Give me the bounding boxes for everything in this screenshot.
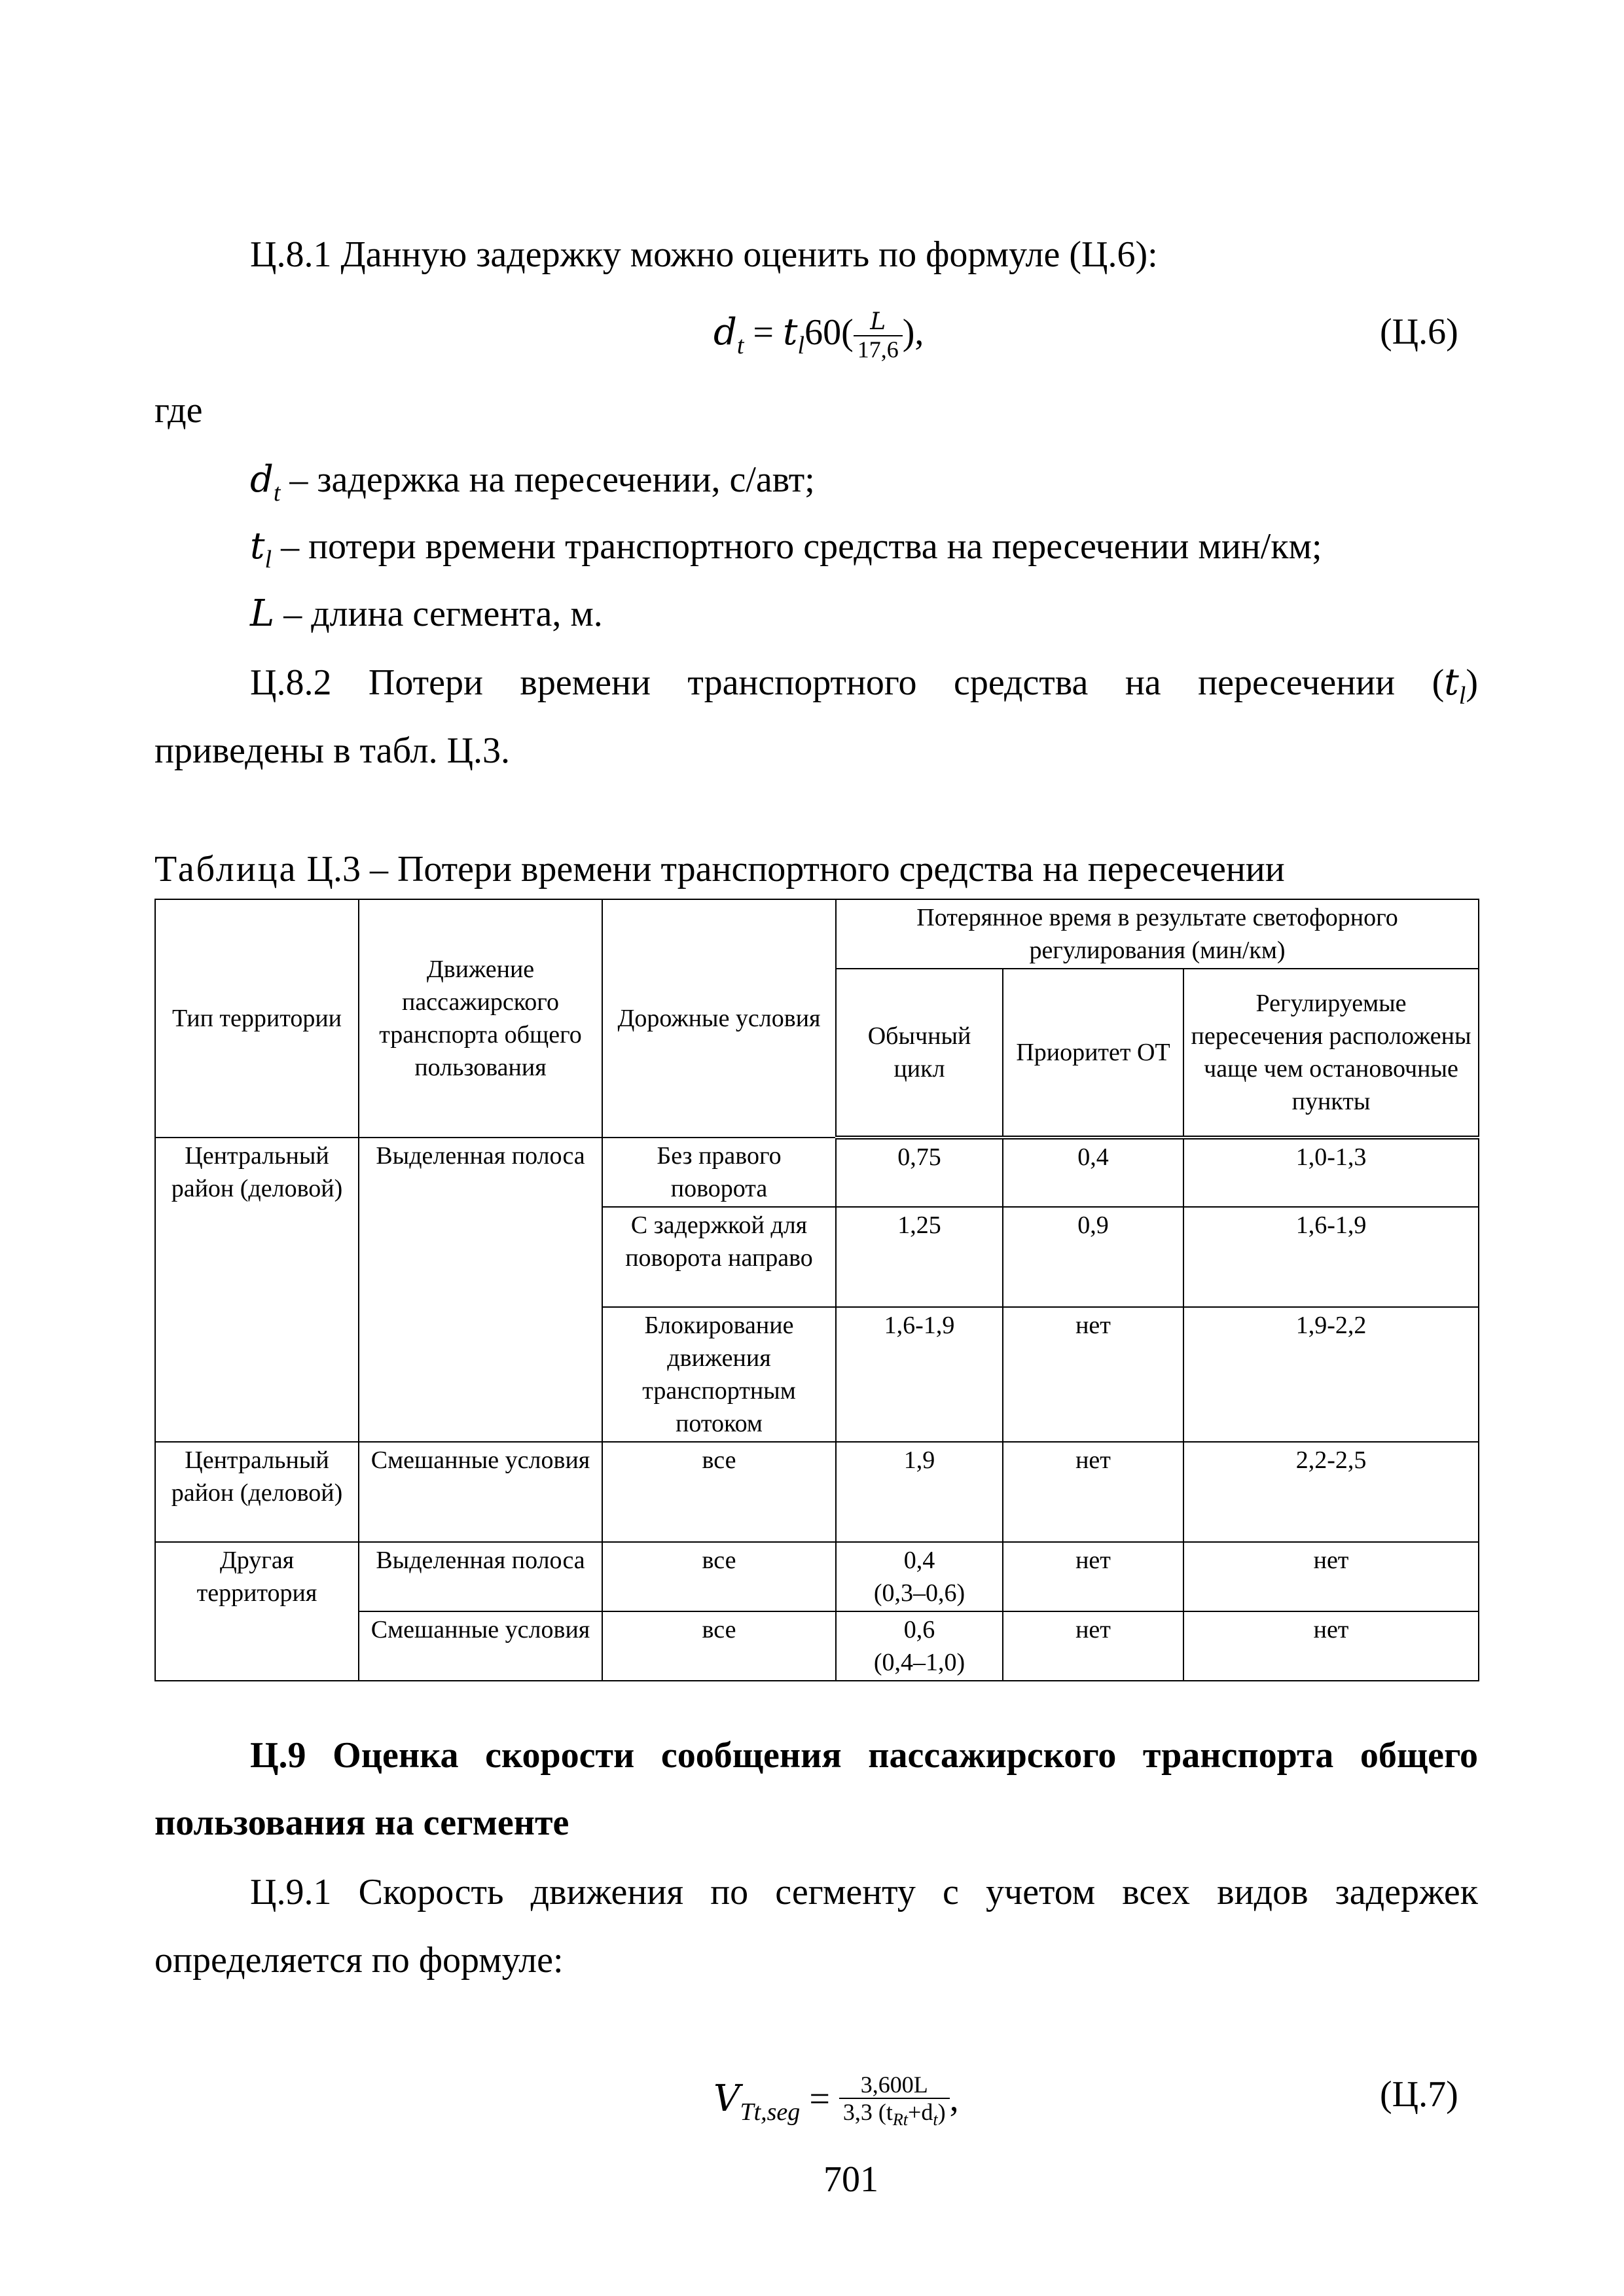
formula-c7-fraction [839,2072,950,2133]
table-caption-prefix: Таблица [154,849,298,889]
cell-road: все [602,1442,836,1542]
formula-c7-lhs: V [713,2077,740,2120]
cell-priority: нет [1003,1307,1183,1442]
cell-transit: Выделенная полоса [359,1542,602,1611]
table-row [155,1442,1479,1542]
formula-c6-fraction [854,309,903,363]
definition-tl-var: t [250,525,265,567]
cell-regulated: нет [1183,1611,1479,1681]
cell-road: С задержкой для поворота направо [602,1207,836,1307]
definition-dt [250,457,815,516]
table-caption-text: Ц.3 – Потери времени транспортного средства на пересечении [297,849,1285,889]
formula-c6: $d_t = t_l60$( $\frac{L}{17,6}$ ), [713,308,924,363]
paragraph-8-2-line1 [250,660,1478,719]
page-number: 701 [823,2159,878,2200]
formula-c7-suffix: , [949,2078,959,2119]
cell-normal [836,1542,1003,1611]
cell-priority: нет [1003,1542,1183,1611]
cell-territory: Центральный район (деловой) [155,1138,359,1442]
definition-dt-var: d [250,458,274,501]
cell-normal-range: (0,4–1,0) [873,1649,965,1676]
paragraph-8-2-text: Ц.8.2 Потери времени транспортного средства на пересечении [250,662,1396,703]
cell-road: Без правого поворота [602,1138,836,1207]
header-normal-cycle: Обычный цикл [836,969,1003,1138]
definition-tl [250,524,1322,583]
cell-normal-value: 0,4 [903,1547,935,1574]
header-priority: Приоритет ОТ [1003,969,1183,1138]
cell-normal: 1,9 [836,1442,1003,1542]
header-territory: Тип территории [155,899,359,1138]
paragraph-9-1-line1: Ц.9.1 Скорость движения по сегменту с учетом всех видов задержек [250,1872,1478,1912]
formula-c7-label: (Ц.7) [1380,2074,1458,2115]
formula-c7-lhs-sub: Tt,seg [740,2098,801,2126]
cell-road: все [602,1542,836,1611]
formula-c6-numerator: L [854,309,903,336]
definition-tl-text: – потери времени транспортного средства на пересечении мин/км; [272,526,1322,567]
cell-transit: Выделенная полоса [359,1138,602,1442]
table-row [155,1138,1479,1207]
paragraph-8-1: Ц.8.1 Данную задержку можно оценить по формуле (Ц.6): [250,234,1158,275]
header-road-conditions: Дорожные условия [602,899,836,1138]
cell-regulated: 1,9-2,2 [1183,1307,1479,1442]
cell-normal-value: 0,6 [903,1616,935,1643]
cell-normal: 0,75 [836,1138,1003,1207]
cell-priority: нет [1003,1611,1183,1681]
cell-transit: Смешанные условия [359,1442,602,1542]
paragraph-8-2-line2: приведены в табл. Ц.3. [154,730,511,771]
cell-road: все [602,1611,836,1681]
formula-c6-lhs: d [713,310,737,353]
formula-c7: $V_{Tt,seg}$ = $\frac{3,600L}{3,3 (t_{Rt}+d_t)}$ , [713,2072,959,2135]
paragraph-9-1-line2: определяется по формуле: [154,1940,564,1981]
cell-road: Блокирование движения транспортным потоком [602,1307,836,1442]
cell-priority: нет [1003,1442,1183,1542]
definition-l-var: L [250,592,275,635]
header-regulated: Регулируемые пересечения расположены чаще чем остановочные пункты [1183,969,1479,1138]
section-heading-line1: Ц.9 Оценка скорости сообщения пассажирского транспорта общего [250,1735,1478,1776]
formula-c6-denominator: 17,6 [857,336,899,363]
cell-regulated: нет [1183,1542,1479,1611]
cell-regulated: 1,0-1,3 [1183,1138,1479,1207]
section-heading-line2: пользования на сегменте [154,1803,569,1843]
definition-tl-sub: l [264,546,272,573]
cell-priority: 0,4 [1003,1138,1183,1207]
table-row [155,1542,1479,1611]
cell-regulated: 2,2-2,5 [1183,1442,1479,1542]
cell-priority: 0,9 [1003,1207,1183,1307]
definition-l-text: – длина сегмента, м. [274,594,603,634]
table-caption [154,846,1285,892]
paragraph-8-2-var: $(t_l)$ [1432,661,1478,709]
formula-c7-numerator: 3,600L [839,2072,950,2099]
formula-c6-const: 60( [804,312,854,353]
cell-normal: 1,25 [836,1207,1003,1307]
header-lost-time: Потерянное время в результате светофорного регулирования (мин/км) [836,899,1479,969]
formula-c6-label: (Ц.6) [1380,312,1458,352]
table-c3 [154,899,1479,1681]
formula-c6-tl: t [783,310,798,353]
definition-dt-sub: t [273,479,281,507]
cell-transit: Смешанные условия [359,1611,602,1681]
cell-territory: Другая территория [155,1542,359,1681]
cell-regulated: 1,6-1,9 [1183,1207,1479,1307]
where-label: где [154,390,203,431]
header-transit: Движение пассажирского транспорта общего пользования [359,899,602,1138]
cell-territory: Центральный район (деловой) [155,1442,359,1542]
formula-c6-close: ), [902,312,924,353]
formula-c7-denominator: 3,3 $(t_{Rt}+d_t)$ [842,2099,946,2129]
cell-normal-range: (0,3–0,6) [873,1579,965,1607]
formula-c6-tl-sub: l [797,331,805,359]
definition-dt-text: – задержка на пересечении, с/авт; [280,459,815,500]
definition-l [250,591,603,637]
formula-c6-lhs-sub: t [736,331,744,359]
cell-normal: 1,6-1,9 [836,1307,1003,1442]
cell-normal [836,1611,1003,1681]
